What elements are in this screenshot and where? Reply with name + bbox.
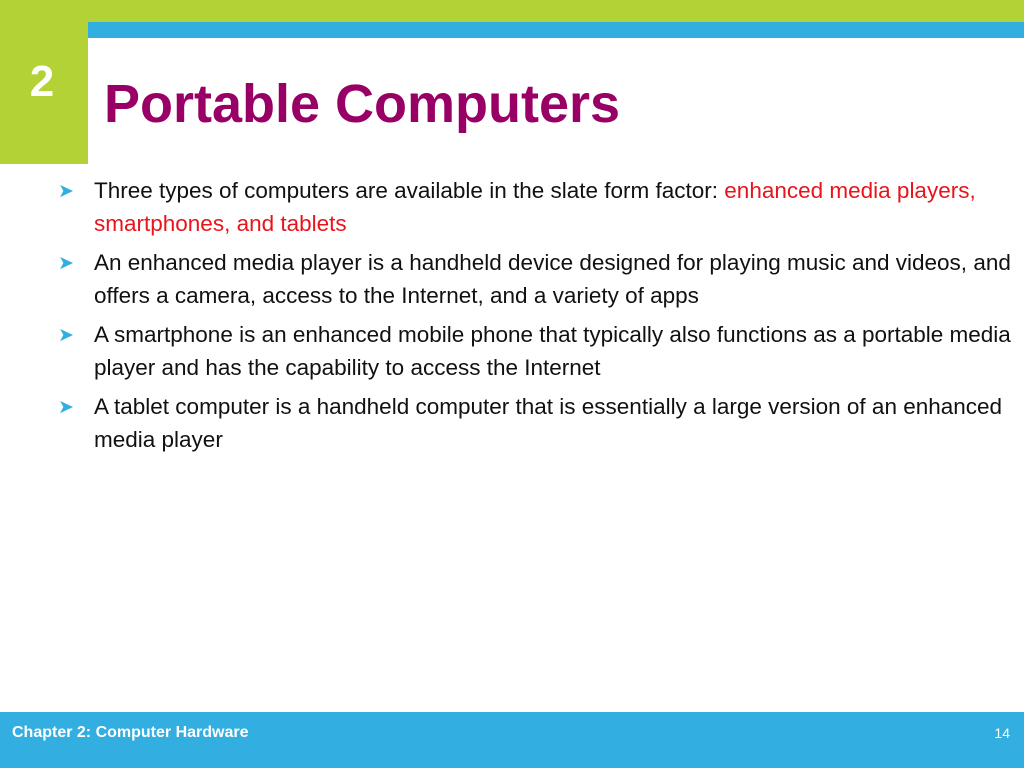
bullet-highlight-text: enhanced media players, smartphones, and tablets: [94, 178, 976, 236]
top-accent-line: [88, 22, 1024, 38]
footer-bar: [0, 712, 1024, 768]
arrow-right-icon: ➤: [58, 397, 74, 418]
bullet-text: Three types of computers are available in the slate form factor:: [94, 178, 725, 203]
bullet-text: A smartphone is an enhanced mobile phone that typically also functions as a portable media player and has the capability to access the Internet: [94, 322, 1011, 380]
bullet-text: An enhanced media player is a handheld device designed for playing music and videos, and offers a camera, access to the Internet, and a variety of apps: [94, 250, 1011, 308]
bullet-list: [56, 174, 1020, 462]
bullet-item: [56, 174, 1020, 240]
bullet-item: [56, 246, 1020, 312]
arrow-right-icon: ➤: [58, 325, 74, 346]
chapter-number: 2: [29, 57, 55, 106]
page-number: 14: [994, 725, 1010, 741]
arrow-right-icon: ➤: [58, 181, 74, 202]
bullet-text: A tablet computer is a handheld computer that is essentially a large version of an enhanced media player: [94, 394, 1003, 452]
slide-title: Portable Computers: [104, 74, 621, 134]
bullet-item: [56, 318, 1020, 384]
arrow-right-icon: ➤: [58, 253, 74, 274]
bullet-item: [56, 390, 1020, 456]
footer-chapter-label: Chapter 2: Computer Hardware: [12, 724, 249, 741]
top-accent-bar: [0, 0, 1024, 22]
chapter-marker: [0, 22, 88, 164]
